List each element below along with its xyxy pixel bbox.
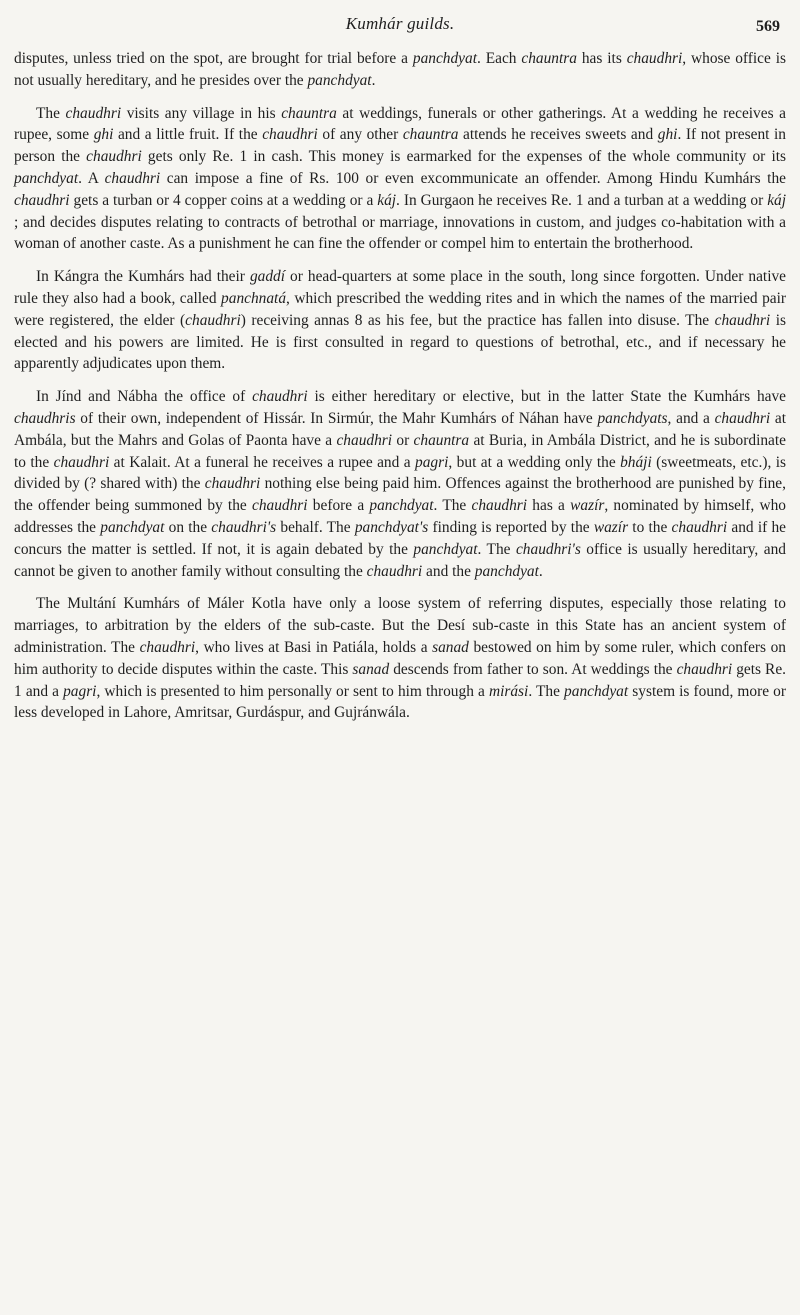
text-run: is elected and his powers are limited. He is first consulted in regard to questions of betrothal, etc., and if necessary he apparently adjudicates upon them. — [14, 311, 786, 373]
text-run: nothing else being paid him. Offences against the brotherhood are punished by fine, the offender being summoned by the — [14, 475, 786, 515]
italic-term: bháji — [620, 453, 652, 471]
text-run: is either hereditary or elective, but in the latter State the Kumhárs have — [307, 388, 787, 406]
italic-term: chaudhri — [185, 311, 241, 329]
text-run: . The — [528, 682, 565, 700]
text-run: descends from father to son. At weddings the — [389, 660, 677, 678]
italic-term: chaudhri — [626, 50, 683, 67]
italic-term: chauntra — [402, 126, 459, 144]
italic-term: chauntra — [413, 431, 470, 449]
italic-term: ghi — [657, 126, 678, 144]
italic-term: chauntra — [521, 50, 577, 67]
italic-term: chaudhri — [251, 497, 308, 515]
text-run: of any other — [317, 126, 403, 144]
italic-term: panchdyat — [14, 169, 79, 187]
italic-term: panchdyat — [307, 71, 372, 89]
italic-term: panchnatá — [221, 289, 287, 307]
text-run: at Buria, in Ambála District, and he is subordinate to the — [14, 431, 786, 471]
italic-term: wazír — [593, 518, 629, 536]
text-run: . If not present in person the — [14, 126, 786, 166]
text-run: at Ambála, but the Mahrs and Golas of Paonta have a — [14, 409, 786, 449]
text-run: In Kángra the Kumhárs had their — [36, 268, 250, 286]
italic-term: panchdyat — [474, 562, 539, 580]
italic-term: chaudhri — [336, 431, 393, 449]
italic-term: sanad — [432, 638, 469, 656]
paragraph-3 — [0, 266, 800, 375]
text-run: at weddings, funerals or other gatherings. At a wedding he receives a rupee, some — [14, 104, 786, 144]
text-run: . — [538, 562, 543, 580]
text-run: . The — [433, 497, 472, 515]
italic-term: pagri — [63, 682, 97, 700]
paragraph-5 — [0, 593, 800, 724]
italic-term: chauntra — [281, 104, 337, 122]
text-run: or — [392, 431, 414, 449]
text-run: finding is reported by the — [428, 518, 594, 536]
text-run: behalf. The — [276, 518, 355, 536]
italic-term: panchdyat — [100, 518, 165, 536]
text-run: . A — [78, 169, 105, 187]
italic-term: chaudhri — [671, 518, 728, 536]
text-run: to the — [628, 518, 672, 536]
italic-term: ghi — [93, 126, 114, 144]
text-run: has a — [527, 497, 571, 515]
text-run: . In Gurgaon he receives Re. 1 and a turban at a wedding or — [396, 191, 768, 209]
text-run: visits any village in his — [121, 104, 282, 122]
text-run: gets Re. 1 and a — [14, 660, 787, 700]
body-text — [0, 48, 800, 724]
text-run: gets a turban or 4 copper coins at a wedding or a — [69, 191, 378, 209]
text-run: In Jínd and Nábha the office of — [36, 388, 253, 406]
text-run: on the — [164, 518, 212, 536]
italic-term: chaudhris — [14, 409, 76, 427]
text-run: , whose office is not usually hereditary, and he presides over the — [14, 50, 786, 89]
text-run: , and a — [667, 409, 715, 427]
italic-term: wazír — [570, 497, 605, 515]
italic-term: chaudhri — [104, 169, 161, 187]
text-run: . — [371, 71, 376, 89]
italic-term: pagri — [415, 453, 449, 471]
text-run: has its — [576, 50, 627, 67]
text-run: and a little fruit. If the — [113, 126, 263, 144]
text-run: of their own, independent of Hissár. In Sirmúr, the Mahr Kumhárs of Náhan have — [75, 409, 598, 427]
text-run: system is found, more or less developed in Lahore, Amritsar, Gurdáspur, and Gujránwála. — [14, 682, 786, 722]
italic-term: gaddí — [249, 268, 285, 286]
italic-term: chaudhri — [53, 453, 110, 471]
italic-term: káj — [377, 191, 397, 209]
italic-term: chaudhri — [676, 660, 733, 678]
text-run: ; and decides disputes relating to contracts of betrothal or marriage, innovations in custom, and judges co-habitation with a woman of another caste. As a punishment he can fine the offender or compel him to entertain the brotherhood. — [14, 213, 786, 253]
paragraph-2 — [0, 103, 800, 256]
italic-term: chaudhri — [714, 311, 771, 329]
paragraph-4 — [0, 386, 800, 582]
text-run: , which prescribed the wedding rites and in which the names of the married pair were registered, the elder ( — [14, 289, 787, 329]
italic-term: panchdyat — [412, 50, 477, 67]
text-run: ) receiving annas 8 as his fee, but the practice has fallen into disuse. The — [240, 311, 715, 329]
italic-term: chaudhri — [14, 191, 70, 209]
paragraph-1 — [0, 48, 800, 92]
text-run: (sweetmeats, etc.), is divided by (? shared with) the — [14, 453, 786, 493]
italic-term: mirási — [488, 682, 529, 700]
text-run: The Multání Kumhárs of Máler Kotla have only a loose system of referring disputes, especially those relating to marriages, to arbitration by the elders of the sub-caste. But the Desí sub-caste in this State has an ancient system of administration. The — [14, 595, 786, 656]
text-run: and the — [422, 562, 475, 580]
page-number: 569 — [756, 18, 780, 35]
text-run: disputes, unless tried on the spot, are brought for trial before a — [14, 50, 413, 67]
italic-term: chaudhri — [139, 638, 196, 656]
italic-term: chaudhri — [366, 562, 423, 580]
italic-term: panchdyats — [597, 409, 668, 427]
text-run: , which is presented to him personally or sent to him through a — [96, 682, 489, 700]
text-run: , who lives at Basi in Patiála, holds a — [195, 638, 433, 656]
text-run: . Each — [477, 50, 522, 67]
text-run: before a — [307, 497, 370, 515]
italic-term: panchdyat's — [354, 518, 429, 536]
text-run: , nominated by himself, who addresses the — [14, 497, 786, 536]
italic-term: chaudhri — [65, 104, 122, 122]
text-run: . The — [477, 540, 516, 558]
text-run: attends he receives sweets and — [458, 126, 658, 144]
italic-term: chaudhri's — [515, 540, 581, 558]
italic-term: panchdyat — [413, 540, 478, 558]
text-run: at Kalait. At a funeral he receives a rupee and a — [109, 453, 416, 471]
italic-term: chaudhri — [204, 475, 261, 493]
text-run: gets only Re. 1 in cash. This money is earmarked for the expenses of the whole community or its — [141, 148, 787, 166]
italic-term: káj — [767, 191, 786, 209]
italic-term: chaudhri — [471, 497, 528, 515]
italic-term: sanad — [352, 660, 390, 678]
italic-term: chaudhri — [262, 126, 318, 144]
italic-term: chaudhri's — [211, 518, 277, 536]
italic-term: panchdyat — [564, 682, 629, 700]
italic-term: panchdyat — [369, 497, 434, 515]
text-run: office is usually hereditary, and cannot be given to another family without consulting the — [14, 540, 786, 580]
text-run: or head-quarters at some place in the south, long since forgotten. Under native rule they also had a book, called — [14, 268, 786, 307]
text-run: and if he concurs the matter is settled. If not, it is again debated by the — [14, 518, 786, 558]
running-head — [0, 6, 800, 40]
running-title: Kumhár guilds. — [345, 14, 455, 33]
italic-term: chaudhri — [714, 409, 771, 427]
text-run: bestowed on him by some ruler, which confers on him authority to decide disputes within the caste. This — [14, 638, 786, 678]
text-run: can impose a fine of Rs. 100 or even excommunicate an offender. Among Hindu Kumhárs the — [160, 169, 786, 187]
text-run: The — [36, 104, 66, 122]
italic-term: chaudhri — [86, 148, 142, 166]
italic-term: chaudhri — [252, 388, 308, 406]
text-run: , but at a wedding only the — [448, 453, 621, 471]
